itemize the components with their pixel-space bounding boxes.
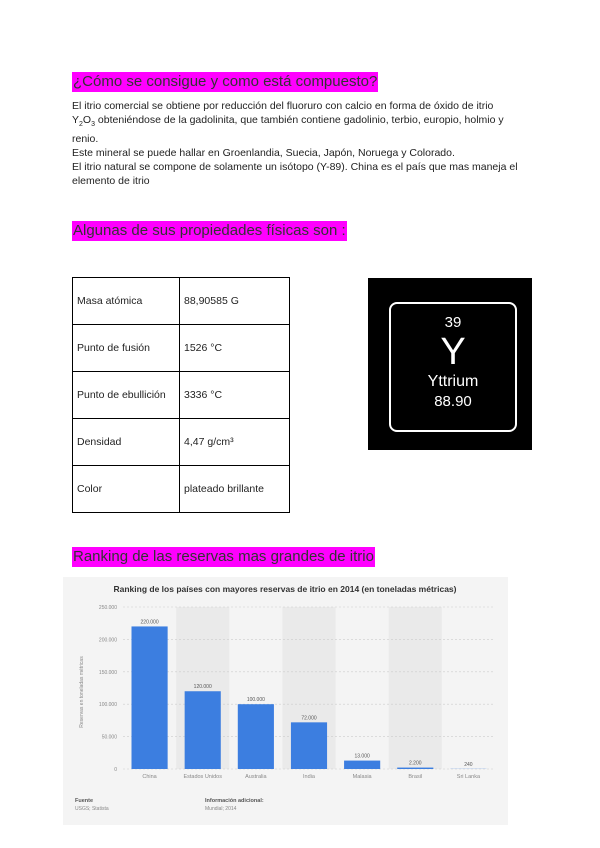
bar <box>291 722 327 769</box>
bar <box>185 691 221 769</box>
table-row <box>73 325 290 372</box>
chart-title: Ranking de los países con mayores reservas de itrio en 2014 (en toneladas métricas) <box>113 584 457 594</box>
reserves-chart <box>63 577 508 825</box>
formula-symbol: O <box>82 114 92 126</box>
bar-value-label: 220.000 <box>140 619 159 626</box>
table-row <box>73 278 290 325</box>
x-tick-label: Sri Lanka <box>456 774 481 780</box>
source-title: Fuente <box>75 798 94 804</box>
table-row <box>73 419 290 466</box>
x-tick-label: Estados Unidos <box>183 774 222 780</box>
element-mass: 88.90 <box>434 393 472 410</box>
bar <box>397 768 433 769</box>
formula-subscript: 3 <box>91 121 95 129</box>
bar-value-label: 120.000 <box>193 684 212 691</box>
x-tick-label: Brasil <box>408 774 423 780</box>
y-tick-label: 150.000 <box>98 669 117 676</box>
text-span: obteniéndose de la gadolinita, que también contiene gadolinio, terbio, europio, holmio y renio. <box>72 114 504 146</box>
bar-value-label: 240 <box>464 761 473 768</box>
table-cell-value: 3336 °C <box>180 372 290 419</box>
y-tick-label: 250.000 <box>98 605 117 611</box>
bar <box>344 761 380 769</box>
table-cell-key: Masa atómica <box>73 278 180 325</box>
table-row <box>73 466 290 513</box>
y-tick-label: 50.000 <box>101 734 117 741</box>
y-axis-label: Reservas en toneladas métricas <box>79 656 85 728</box>
y-tick-label: 100.000 <box>98 702 117 709</box>
x-tick-label: Malasia <box>352 774 372 780</box>
bar-value-label: 72.000 <box>301 715 317 722</box>
text-line: El itrio natural se compone de solamente un isótopo (Y-89). China es el país que mas maneja el elemento de itrio <box>72 161 518 188</box>
y-tick-label: 200.000 <box>98 637 117 644</box>
text-line: Este mineral se puede hallar en Groenlandia, Suecia, Japón, Noruega y Colorado. <box>72 147 455 160</box>
element-symbol: Y <box>440 331 466 373</box>
table-cell-key: Punto de fusión <box>73 325 180 372</box>
table-cell-key: Densidad <box>73 419 180 466</box>
table-cell-value: 1526 °C <box>180 325 290 372</box>
bar <box>238 704 274 769</box>
properties-table <box>72 277 290 513</box>
element-name: Yttrium <box>427 373 479 390</box>
bar <box>132 626 168 769</box>
text-line <box>72 113 532 146</box>
table-cell-value: plateado brillante <box>180 466 290 513</box>
composition-paragraph <box>72 99 532 188</box>
table-cell-key: Punto de ebullición <box>73 372 180 419</box>
info-text: Mundial; 2014 <box>205 806 237 812</box>
element-tile-image <box>368 278 532 450</box>
element-tile-frame <box>389 302 517 432</box>
bar-value-label: 13.000 <box>354 753 370 760</box>
chart-svg <box>63 577 508 825</box>
y-tick-label: 0 <box>114 767 117 773</box>
atomic-number: 39 <box>444 314 462 331</box>
table-cell-value: 88,90585 G <box>180 278 290 325</box>
formula-symbol: Y <box>72 114 80 126</box>
table-cell-key: Color <box>73 466 180 513</box>
x-tick-label: Australia <box>245 774 267 780</box>
formula-subscript: 2 <box>79 121 83 129</box>
text-line: El itrio comercial se obtiene por reducción del fluoruro con calcio en forma de óxido de itrio <box>72 100 494 112</box>
table-row <box>73 372 290 419</box>
x-tick-label: China <box>142 774 157 780</box>
bar-value-label: 2.200 <box>409 760 422 767</box>
x-tick-label: India <box>303 774 315 780</box>
table-cell-value: 4,47 g/cm³ <box>180 419 290 466</box>
info-title: Información adicional: <box>205 798 264 804</box>
section-heading-ranking: Ranking de las reservas mas grandes de itrio <box>73 548 374 565</box>
source-text: USGS; Statista <box>75 806 109 812</box>
section-heading-composition: ¿Cómo se consigue y como está compuesto? <box>73 73 378 90</box>
bar-value-label: 100.000 <box>246 697 265 704</box>
section-heading-properties: Algunas de sus propiedades físicas son : <box>73 222 346 239</box>
column-band <box>389 607 442 769</box>
